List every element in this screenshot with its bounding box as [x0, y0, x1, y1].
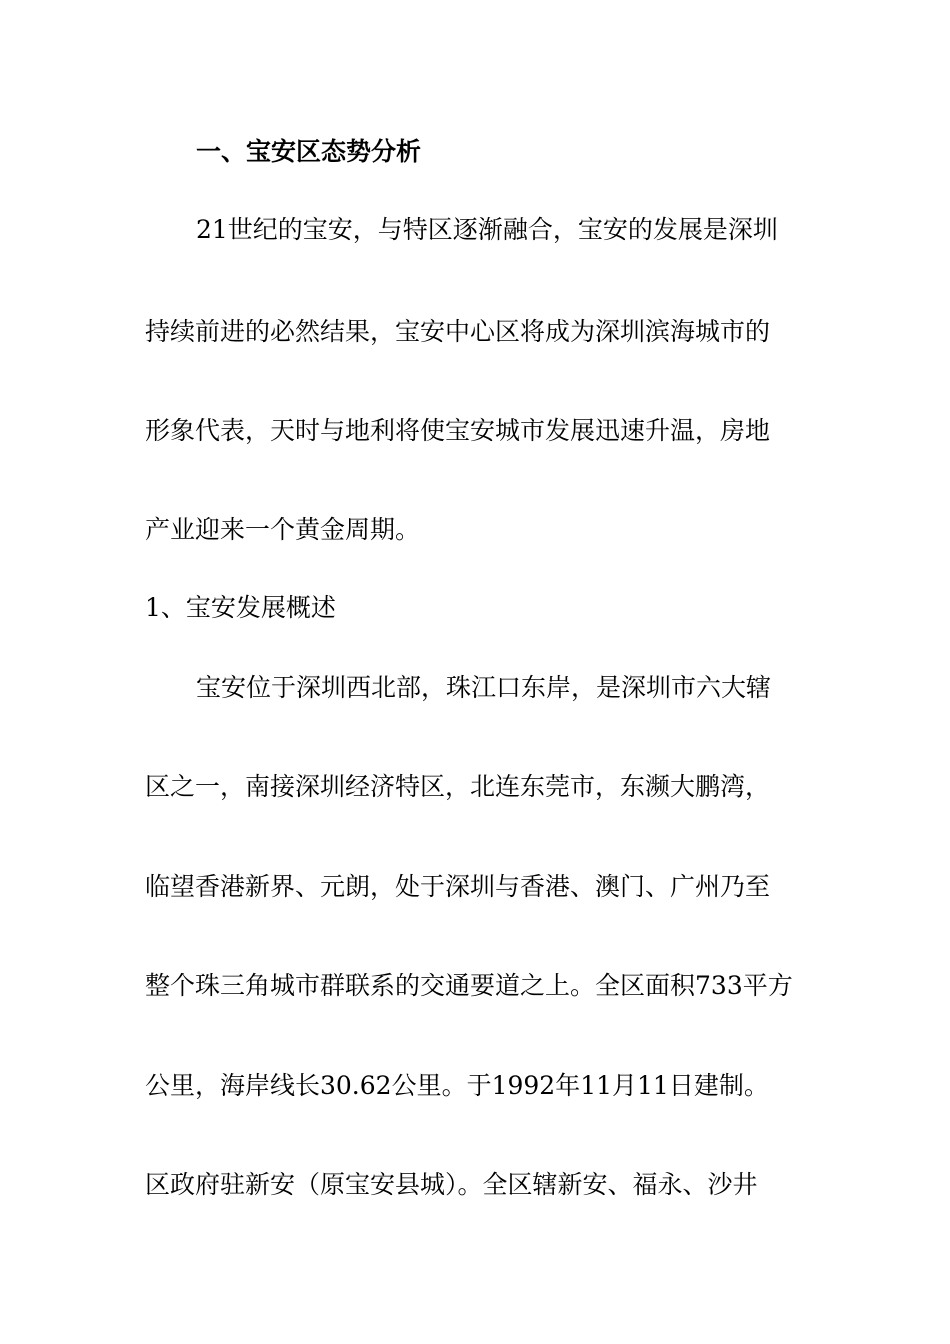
subsection-heading: 1、宝安发展概述: [145, 593, 336, 622]
paragraph-2-line-6: 区政府驻新安（原宝安县城）。全区辖新安、福永、沙井: [145, 1170, 758, 1199]
paragraph-1-line-2: 持续前进的必然结果，宝安中心区将成为深圳滨海城市的: [145, 317, 771, 346]
section-heading: 一、宝安区态势分析: [196, 137, 422, 166]
paragraph-2-line-5: 公里，海岸线长30.62公里。于1992年11月11日建制。: [145, 1071, 769, 1100]
paragraph-1-line-4: 产业迎来一个黄金周期。: [145, 515, 421, 544]
paragraph-2-line-3: 临望香港新界、元朗，处于深圳与香港、澳门、广州乃至: [145, 872, 771, 901]
paragraph-2-line-2: 区之一，南接深圳经济特区，北连东莞市，东濒大鹏湾，: [145, 772, 771, 801]
paragraph-2-line-1: 宝安位于深圳西北部，珠江口东岸，是深圳市六大辖: [196, 673, 772, 702]
paragraph-1-line-1: 21世纪的宝安，与特区逐渐融合，宝安的发展是深圳: [196, 215, 778, 244]
paragraph-2-line-4: 整个珠三角城市群联系的交通要道之上。全区面积733平方: [145, 971, 793, 1000]
paragraph-1-line-3: 形象代表，天时与地利将使宝安城市发展迅速升温，房地: [145, 416, 771, 445]
